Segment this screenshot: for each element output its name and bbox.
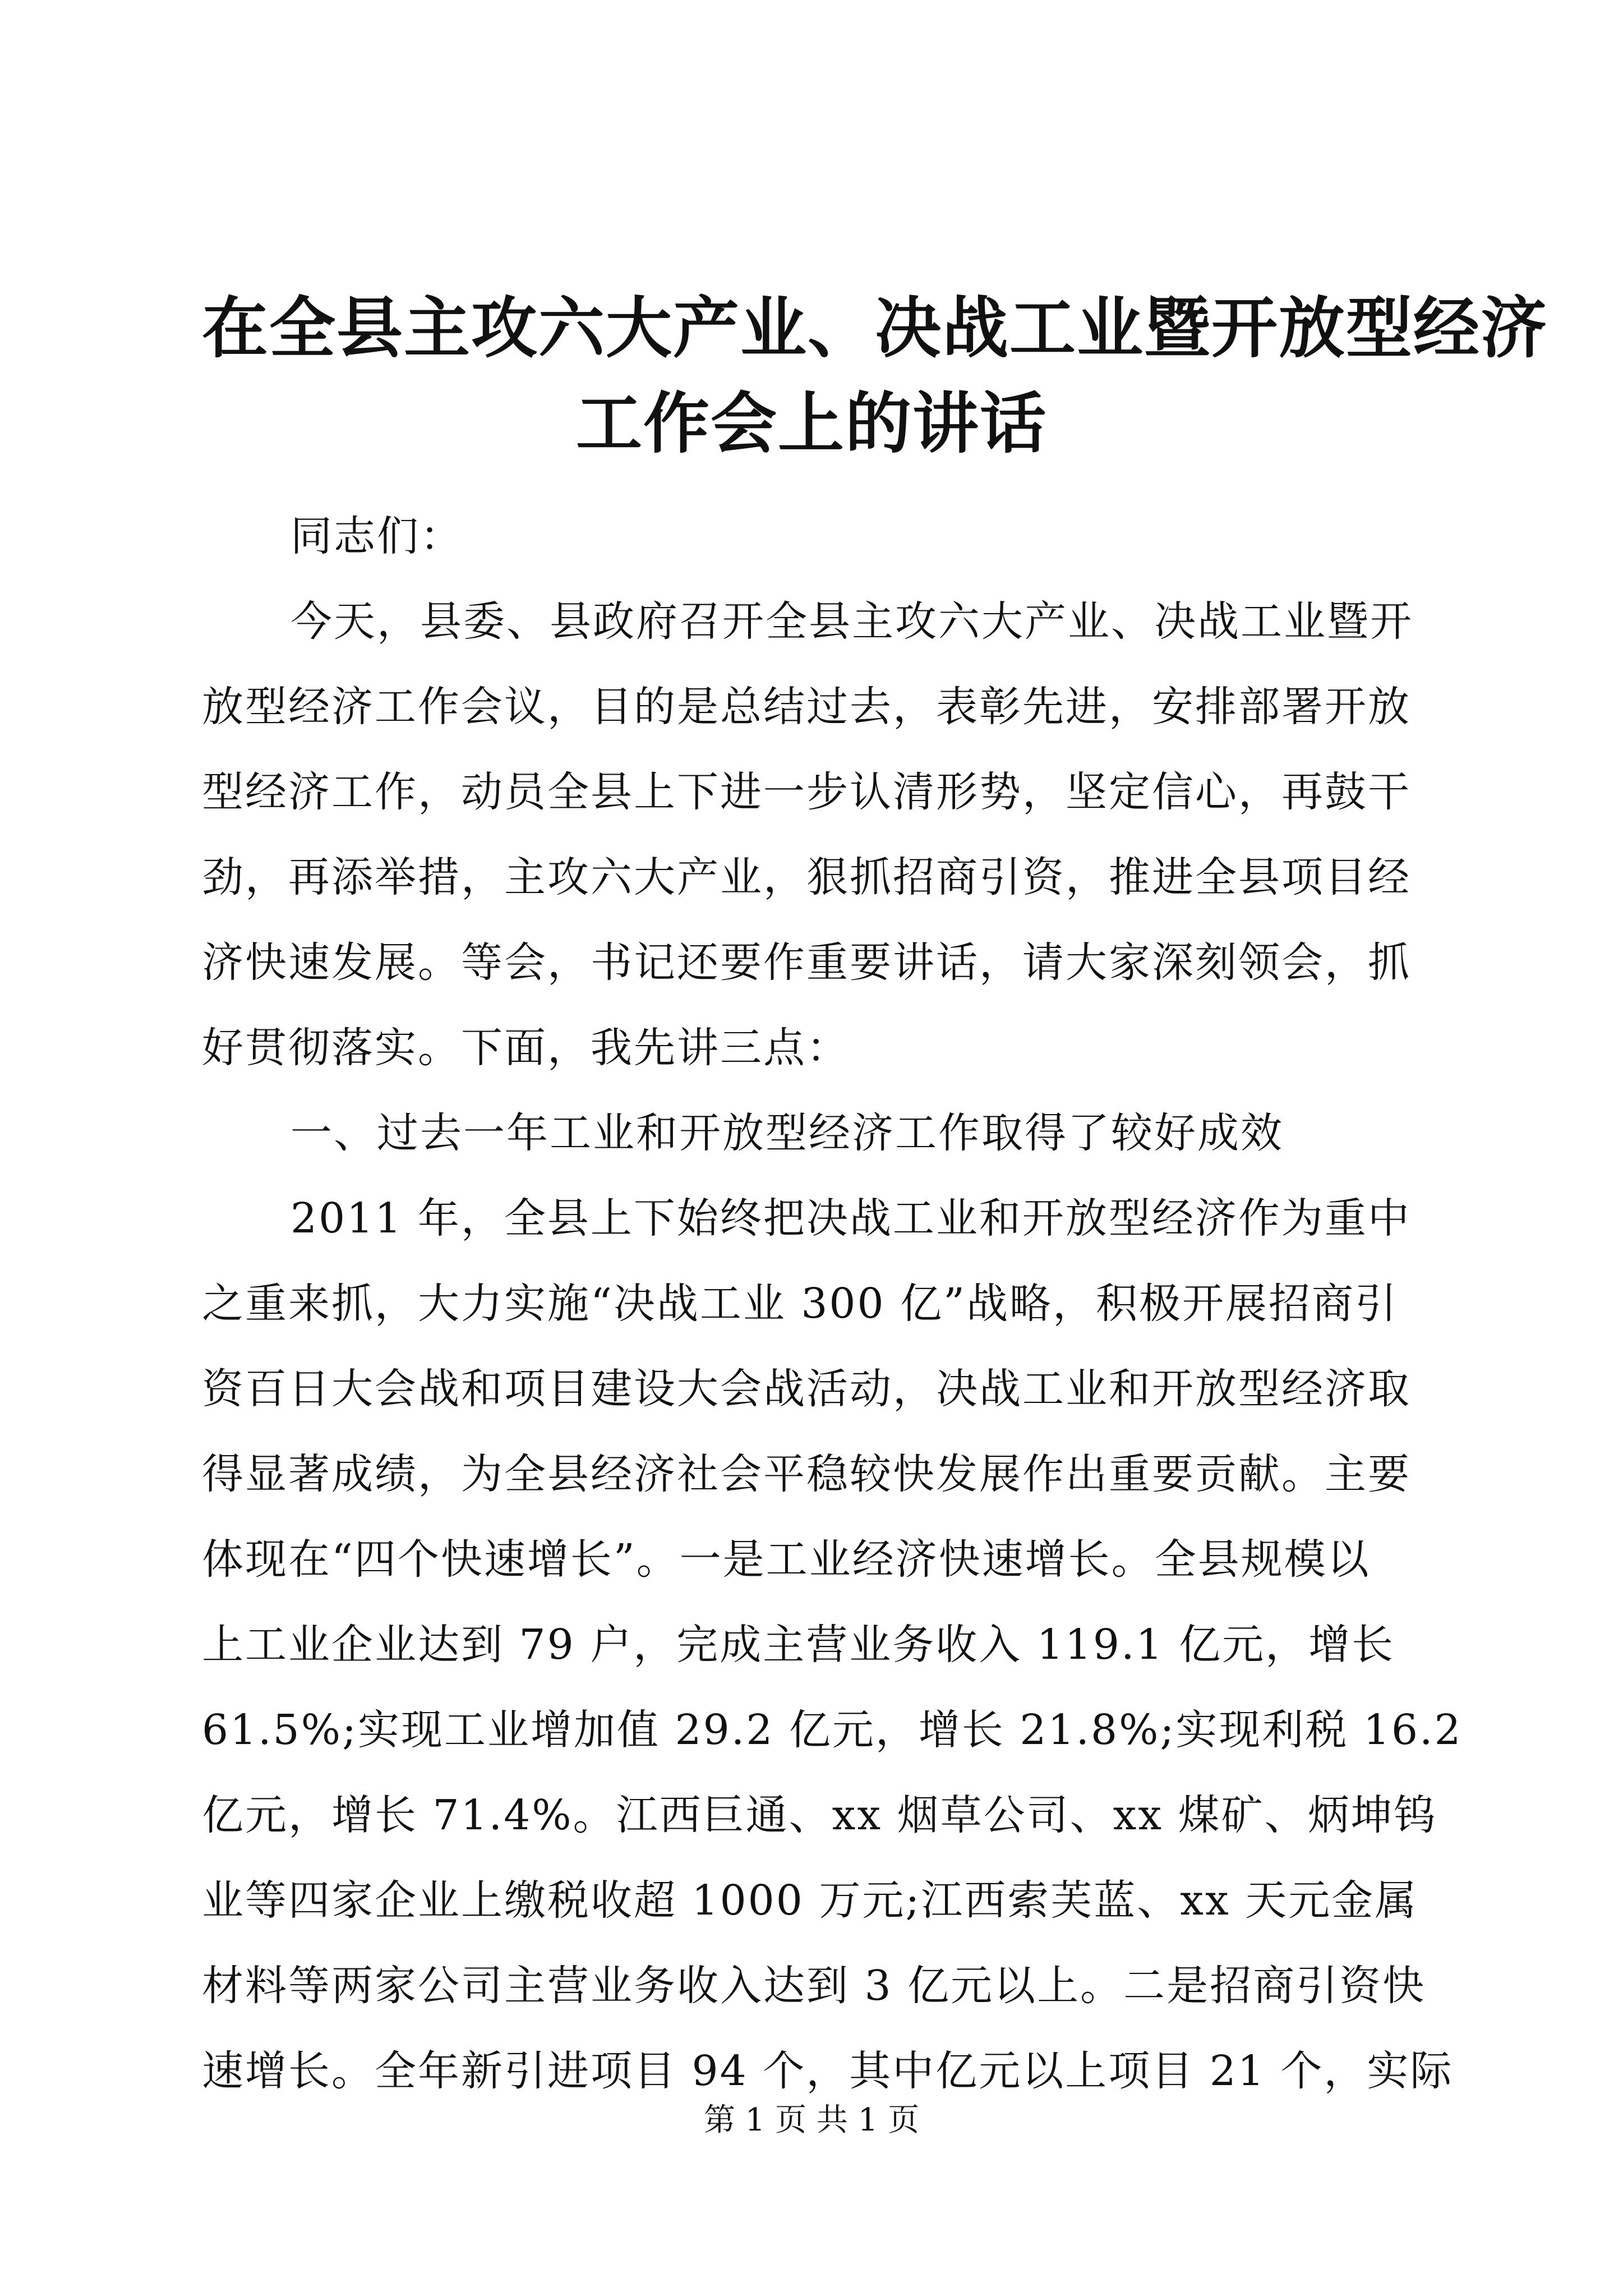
- paragraph-intro: [202, 579, 1421, 1091]
- document-body: [202, 494, 1463, 2114]
- text-line: 体现在“四个快速增长”。一是工业经济快速增长。全县规模以: [202, 1535, 1371, 1584]
- text-line: 业等四家企业上缴税收超 1000 万元;江西索芙蓝、xx 天元金属: [202, 1876, 1418, 1925]
- paragraph-achievements: [202, 1176, 1463, 2114]
- text-line: 今天，县委、县政府召开全县主攻六大产业、决战工业暨开: [291, 597, 1413, 646]
- text-line: 2011 年，全县上下始终把决战工业和开放型经济作为重中: [291, 1194, 1411, 1243]
- text-line: 好贯彻落实。下面，我先讲三点：: [202, 1024, 850, 1072]
- text-line: 之重来抓，大力实施“决战工业 300 亿”战略，积极开展招商引: [202, 1280, 1398, 1328]
- text-line: 济快速发展。等会，书记还要作重要讲话，请大家深刻领会，抓: [202, 938, 1411, 987]
- text-line: 上工业企业达到 79 户，完成主营业务收入 119.1 亿元，增长: [202, 1621, 1395, 1669]
- text-line: 型经济工作，动员全县上下进一步认清形势，坚定信心，再鼓干: [202, 768, 1411, 816]
- text-line: 61.5%;实现工业增加值 29.2 亿元，增长 21.8%;实现利税 16.2: [202, 1706, 1463, 1754]
- title-line: 在全县主攻六大产业、决战工业暨开放型经济: [202, 289, 1548, 367]
- page-footer: 第 1 页 共 1 页: [703, 2102, 920, 2138]
- text-line: 亿元，增长 71.4%。江西巨通、xx 烟草公司、xx 煤矿、炳坤钨: [202, 1791, 1437, 1839]
- document-title: [202, 280, 1548, 471]
- text-line: 得显著成绩，为全县经济社会平稳较快发展作出重要贡献。主要: [202, 1450, 1411, 1498]
- text-line: 材料等两家公司主营业务收入达到 3 亿元以上。二是招商引资快: [202, 1962, 1426, 2010]
- salutation: 同志们：: [291, 512, 463, 560]
- text-line: 放型经济工作会议，目的是总结过去，表彰先进，安排部署开放: [202, 683, 1411, 731]
- text-line: 劲，再添举措，主攻六大产业，狠抓招商引资，推进全县项目经: [202, 853, 1411, 901]
- title-line: 工作会上的讲话: [575, 384, 1047, 462]
- section-heading: 一、过去一年工业和开放型经济工作取得了较好成效: [291, 1109, 1284, 1157]
- text-line: 资百日大会战和项目建设大会战活动，决战工业和开放型经济取: [202, 1365, 1411, 1413]
- text-line: 速增长。全年新引进项目 94 个，其中亿元以上项目 21 个，实际: [202, 2047, 1454, 2095]
